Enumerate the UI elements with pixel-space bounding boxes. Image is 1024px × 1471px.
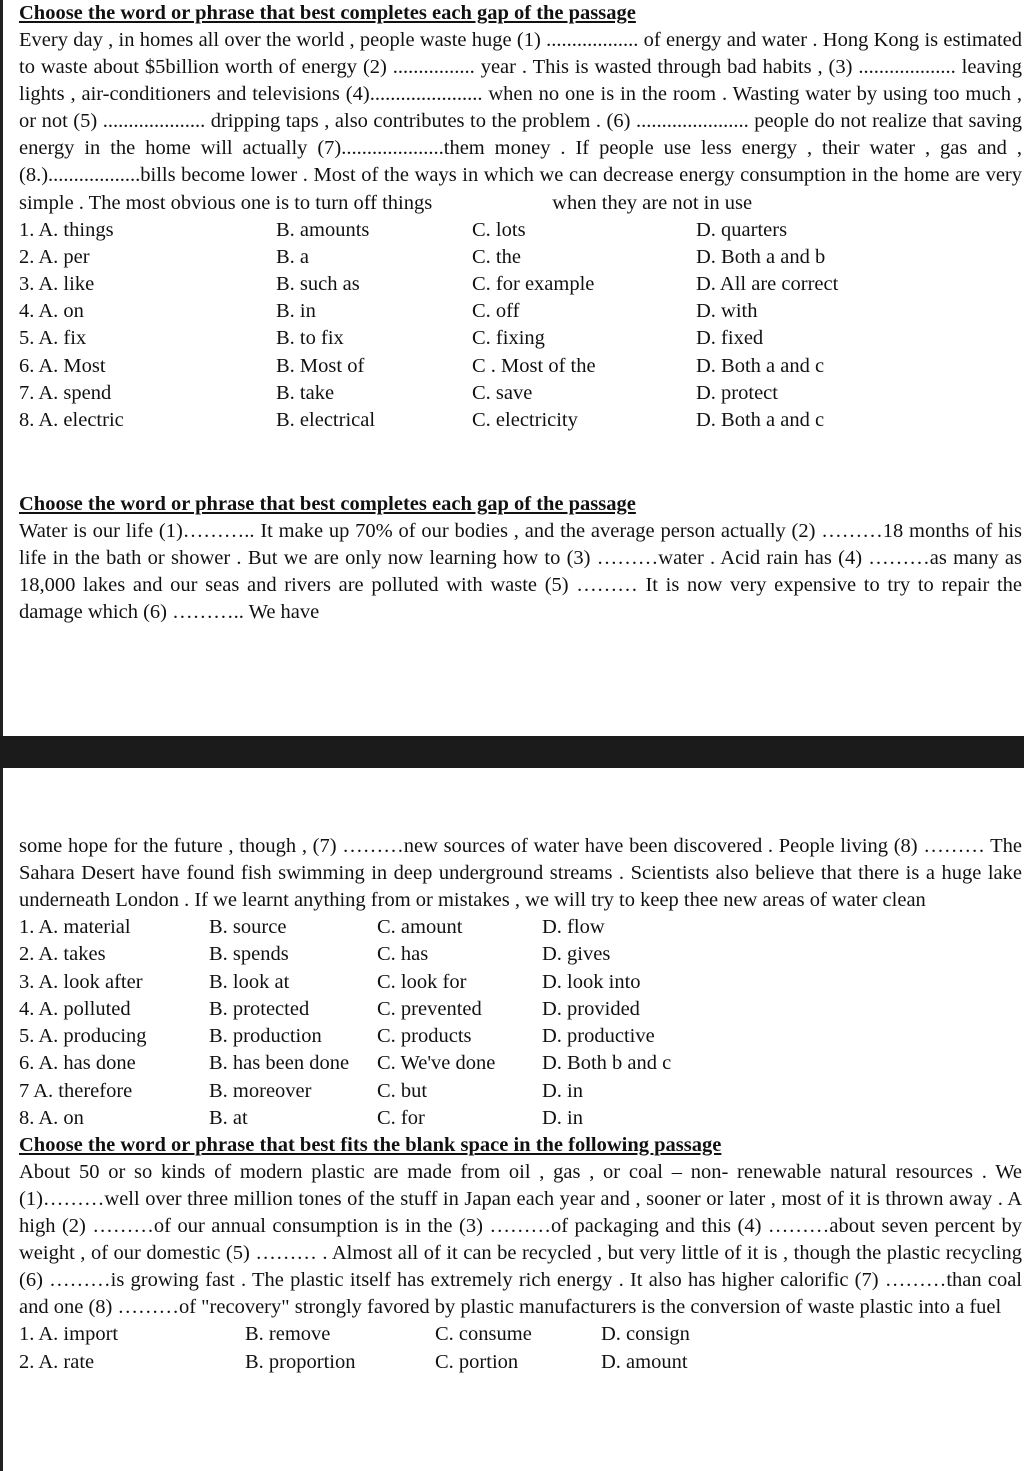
option-b: B. look at	[209, 970, 290, 993]
option-c: C. consume	[435, 1323, 532, 1346]
section-1-options	[19, 217, 1022, 435]
option-a: 3. A. look after	[19, 970, 143, 993]
section-2-passage-bottom: some hope for the future , though , (7) ………new sources of water have been discovered . People living (8) ……… The Sahara Desert have found fish swimming in deep underground streams . Scientists also believe that there is a huge lake underneath London . If we learnt anything from or mistakes , we will try to keep thee new areas of water clean	[19, 835, 1022, 912]
section-3-passage: About 50 or so kinds of modern plastic are made from oil , gas , or coal – non- renewable natural resources . We (1)………well over three million tones of the stuff in Japan each year and , sooner or later , most of it is thrown away . A high (2) ………of our annual consumption is in the (3) ………of packaging and this (4) ………about seven percent by weight , of our domestic (5) ……… . Almost all of it can be recycled , but very little of it is , though the plastic recycling (6) ………is growing fast . The plastic itself has extremely rich energy . It also has higher calorific (7) ………than coal and one (8) ………of "recovery" strongly favored by plastic manufacturers is the conversion of waste plastic into a fuel	[19, 1160, 1022, 1319]
option-a: 7. A. spend	[19, 381, 112, 404]
option-c: C. look for	[377, 970, 467, 993]
option-c: C. has	[377, 943, 429, 966]
option-b: B. moreover	[209, 1079, 312, 1102]
option-a: 1. A. import	[19, 1323, 119, 1346]
option-a: 2. A. rate	[19, 1350, 95, 1373]
option-d: D. flow	[542, 916, 605, 939]
section-1-passage	[19, 27, 1022, 217]
section-2-continued	[19, 833, 1022, 1376]
option-c: C . Most of the	[472, 354, 596, 377]
option-c: C. lots	[472, 218, 526, 241]
option-b: B. electrical	[276, 409, 376, 432]
option-row	[19, 380, 1022, 407]
section-1-passage-tail: when they are not in use	[552, 191, 753, 214]
option-a: 2. A. per	[19, 245, 90, 268]
option-a: 6. A. Most	[19, 354, 106, 377]
option-d: D. Both a and c	[696, 409, 825, 432]
option-b: B. amounts	[276, 218, 370, 241]
section-3-options	[19, 1321, 1022, 1375]
option-d: D. consign	[601, 1323, 690, 1346]
option-d: D. protect	[696, 381, 778, 404]
option-row	[19, 298, 1022, 325]
option-c: C. off	[472, 300, 520, 323]
section-1-heading: Choose the word or phrase that best completes each gap of the passage	[19, 2, 636, 24]
option-row	[19, 1321, 1022, 1348]
option-b: B. production	[209, 1025, 322, 1048]
option-b: B. such as	[276, 273, 360, 296]
option-d: D. productive	[542, 1025, 655, 1048]
option-row	[19, 941, 1022, 968]
option-row	[19, 1023, 1022, 1050]
option-row	[19, 217, 1022, 244]
section-2	[19, 491, 1022, 626]
option-b: B. to fix	[276, 327, 344, 350]
option-a: 1. A. material	[19, 916, 131, 939]
option-b: B. proportion	[245, 1350, 356, 1373]
option-a: 5. A. producing	[19, 1025, 147, 1048]
option-d: D. quarters	[696, 218, 788, 241]
option-b: B. has been done	[209, 1052, 350, 1075]
option-row	[19, 244, 1022, 271]
option-d: D. gives	[542, 943, 611, 966]
option-b: B. protected	[209, 997, 310, 1020]
option-row	[19, 1349, 1022, 1376]
option-row	[19, 353, 1022, 380]
option-b: B. take	[276, 381, 335, 404]
option-b: B. at	[209, 1106, 248, 1129]
option-a: 7 A. therefore	[19, 1079, 133, 1102]
section-2-heading: Choose the word or phrase that best completes each gap of the passage	[19, 493, 636, 515]
section-3-heading: Choose the word or phrase that best fits the blank space in the following passage	[19, 1133, 722, 1156]
option-b: B. a	[276, 245, 310, 268]
option-d: D. fixed	[696, 327, 764, 350]
option-a: 5. A. fix	[19, 327, 87, 350]
option-c: C. for example	[472, 273, 595, 296]
option-a: 4. A. polluted	[19, 997, 131, 1020]
option-c: C. for	[377, 1106, 425, 1129]
option-c: C. save	[472, 381, 533, 404]
option-c: C. but	[377, 1079, 428, 1102]
section-1	[19, 0, 1022, 434]
option-a: 3. A. like	[19, 273, 95, 296]
option-c: C. prevented	[377, 997, 482, 1020]
option-d: D. in	[542, 1106, 583, 1129]
option-row	[19, 1078, 1022, 1105]
option-d: D. look into	[542, 970, 641, 993]
option-row	[19, 914, 1022, 941]
option-c: C. products	[377, 1025, 472, 1048]
option-b: B. source	[209, 916, 287, 939]
option-c: C. amount	[377, 916, 463, 939]
option-d: D. with	[696, 300, 758, 323]
option-a: 8. A. on	[19, 1106, 84, 1129]
option-c: C. We've done	[377, 1052, 496, 1075]
option-row	[19, 1050, 1022, 1077]
option-d: D. Both a and c	[696, 354, 825, 377]
option-d: D. Both b and c	[542, 1052, 672, 1075]
section-1-passage-text: Every day , in homes all over the world , people waste huge (1) .................. of energy and water . Hong Kong is estimated to waste about $5billion worth of energy (2) ................ year . This is wasted through bad habits , (3) ................... leaving lights , air-conditioners and televisions (4)...................... when no one is in the room . Wasting water by using too much , or not (5) .................... dripping taps , also contributes to the problem . (6) ...................... people do not realize that saving energy in the home will actually (7)....................them money . If people use less energy , their water , gas and , (8.)..................bills become lower . Most of the ways in which we can decrease energy consumption in the home are very simple . The most obvious one is to turn off things	[19, 29, 1022, 214]
option-a: 1. A. things	[19, 218, 114, 241]
section-2-passage-top: Water is our life (1)……….. It make up 70% of our bodies , and the average person actually (2) ………18 months of his life in the bath or shower . But we are only now learning how to (3) ………water . Acid rain has (4) ………as many as 18,000 lakes and our seas and rivers are polluted with waste (5) ……… It is now very expensive to try to repair the damage which (6) ……….. We have	[19, 520, 1022, 624]
option-row	[19, 1105, 1022, 1132]
section-2-options	[19, 914, 1022, 1132]
option-c: C. electricity	[472, 409, 578, 432]
option-row	[19, 407, 1022, 434]
option-row	[19, 325, 1022, 352]
option-b: B. Most of	[276, 354, 365, 377]
option-row	[19, 969, 1022, 996]
option-a: 8. A. electric	[19, 409, 124, 432]
option-a: 2. A. takes	[19, 943, 106, 966]
option-c: C. portion	[435, 1350, 519, 1373]
option-c: C. fixing	[472, 327, 545, 350]
option-d: D. Both a and b	[696, 245, 826, 268]
option-a: 6. A. has done	[19, 1052, 136, 1075]
option-b: B. spends	[209, 943, 289, 966]
option-b: B. remove	[245, 1323, 331, 1346]
option-c: C. the	[472, 245, 521, 268]
option-b: B. in	[276, 300, 316, 323]
page-divider	[0, 736, 1024, 768]
option-d: D. All are correct	[696, 273, 839, 296]
option-a: 4. A. on	[19, 300, 84, 323]
option-d: D. amount	[601, 1350, 688, 1373]
option-d: D. in	[542, 1079, 583, 1102]
option-row	[19, 271, 1022, 298]
option-row	[19, 996, 1022, 1023]
option-d: D. provided	[542, 997, 640, 1020]
